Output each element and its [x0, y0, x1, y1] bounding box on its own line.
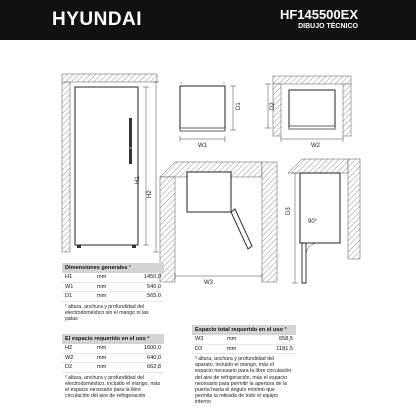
w1-label: W1 — [198, 143, 207, 149]
row-value: 658,5 — [279, 336, 293, 342]
table-footnote: ² altura, anchura y profundidad del electrodoméstico, incluido el mango, más el espacio necesario para la libre circulación del aire de refrigeración — [65, 374, 161, 400]
row-unit: mm — [227, 336, 237, 342]
table-footnote: ³ altura, anchura y profundidad del aparato, incluido el mango, más el espacio necesario para la libre circulación del aire de refrigeración, más el espacio necesario para permitir la apertura de la puerta hasta el ángulo mínimo que permita la retirada de todo el equipo interno — [195, 356, 292, 406]
d2-label: D2 — [270, 102, 276, 110]
row-unit: mm — [97, 345, 107, 351]
h1-label: H1 — [135, 176, 141, 184]
model-number: HF145500EX — [279, 7, 358, 22]
table-title: El espacio requerido en el uso ² — [62, 334, 164, 344]
table-row — [192, 335, 296, 345]
table-title: Espacio total requerido en el uso ³ — [192, 325, 296, 335]
required-space-table — [62, 334, 164, 401]
header-bar — [0, 0, 416, 40]
row-label: D3 — [195, 345, 203, 352]
h2-label: H2 — [147, 190, 153, 198]
w2-label: W2 — [311, 143, 320, 149]
table-row — [62, 344, 164, 354]
general-dimensions-table — [62, 263, 164, 324]
row-label: H2 — [65, 345, 73, 351]
front-view-drawing — [62, 74, 159, 252]
row-value: 662,8 — [147, 364, 161, 370]
table-row — [62, 363, 164, 373]
document-subtitle: DIBUJO TÉCNICO — [298, 23, 358, 30]
row-value: 640,0 — [147, 354, 161, 361]
niche-view-drawing — [265, 76, 351, 149]
row-unit: mm — [97, 293, 107, 299]
table-row — [62, 283, 164, 293]
row-value: 540,0 — [147, 283, 161, 290]
row-label: D2 — [65, 364, 73, 370]
w3-label: W3 — [204, 280, 213, 286]
table-title: Dimensiones generales ¹ — [62, 263, 164, 273]
d3-label: D3 — [286, 207, 292, 215]
row-unit: mm — [97, 354, 107, 361]
row-unit: mm — [97, 274, 107, 280]
d1-label: D1 — [236, 102, 242, 110]
row-label: W1 — [65, 283, 74, 290]
row-value: 1600,0 — [143, 345, 161, 351]
row-value: 1181,5 — [276, 345, 293, 352]
angle-label: 90° — [308, 219, 318, 225]
table-row — [62, 354, 164, 364]
row-label: H1 — [65, 274, 73, 280]
row-label: W2 — [65, 354, 74, 361]
row-label: D1 — [65, 293, 73, 299]
row-unit: mm — [97, 283, 107, 290]
door-open-view-drawing — [160, 162, 277, 286]
row-label: W3 — [195, 336, 204, 342]
row-value: 565,0 — [147, 293, 161, 299]
table-row — [192, 345, 296, 355]
technical-drawing — [0, 40, 416, 290]
row-unit: mm — [97, 364, 107, 370]
row-unit: mm — [227, 345, 237, 352]
table-row — [62, 273, 164, 283]
row-value: 1450,0 — [143, 274, 161, 280]
table-footnote: ¹ altura, anchura y profundidad del electrodoméstico sin el mango ni las patas — [65, 303, 149, 322]
table-row — [62, 292, 164, 302]
door-open-side-view-drawing — [286, 159, 360, 283]
brand-logo: HYUNDAI — [52, 9, 143, 30]
total-space-table — [192, 325, 296, 408]
top-view-drawing — [180, 82, 242, 149]
